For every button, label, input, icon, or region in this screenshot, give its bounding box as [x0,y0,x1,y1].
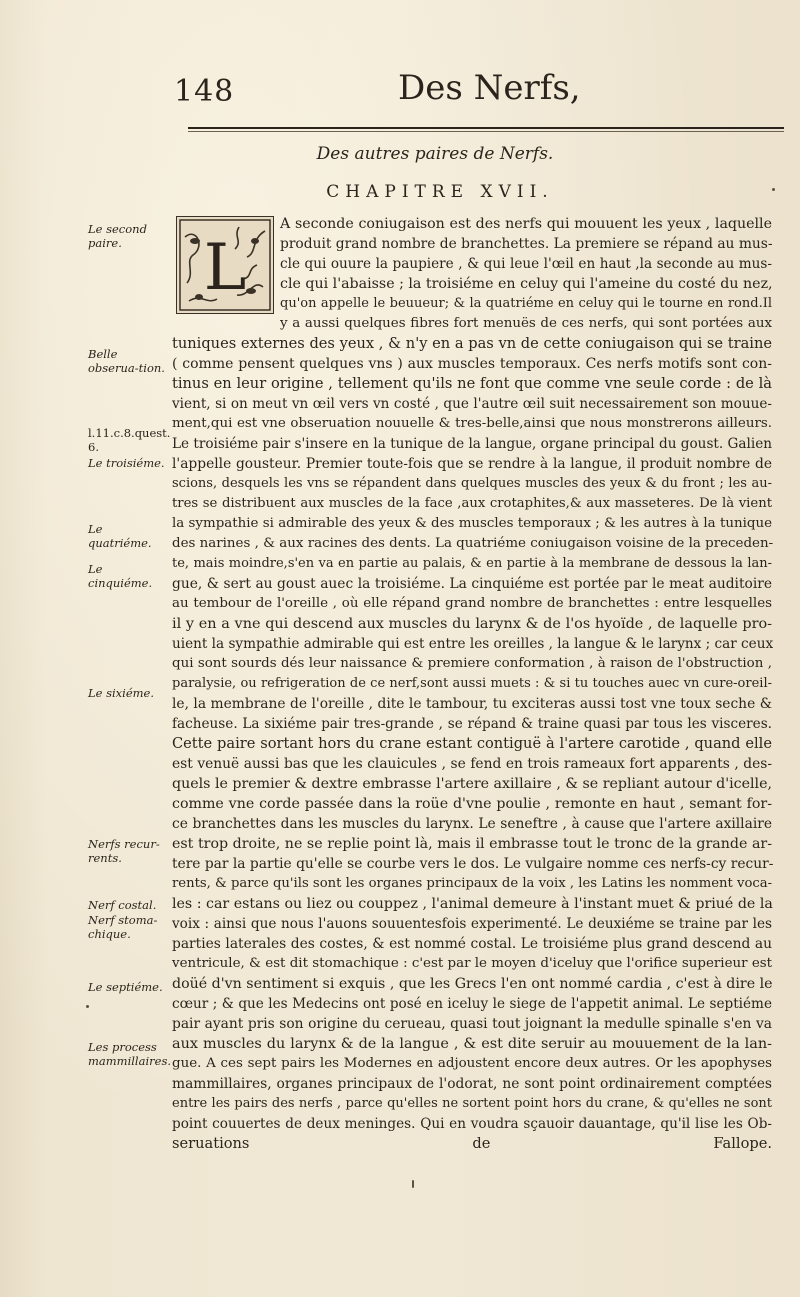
text-line: tres se distribuent aux muscles de la face ,aux crotaphites,& aux masseteres. De là vient [172,496,772,511]
text-line: facheuse. La sixiéme pair tres-grande , se répand & traine quasi par tous les visceres. [172,716,772,732]
text-line: parties laterales des costes, & est nommé costal. Le troisiéme plus grand descend au [172,936,772,952]
text-line: la sympathie si admirable des yeux & des muscles temporaux ; & les autres à la tunique [172,516,772,531]
text-line: qui sont sourds dés leur naissance & premiere conformation , à raison de l'obstruction , [172,656,772,671]
running-title: Des Nerfs, [398,68,581,108]
text-line: mammillaires, organes principaux de l'odorat, ne sont point ordinairement comptées [172,1076,772,1092]
text-line: quels le premier & dextre embrasse l'artere axillaire , & se repliant autour d'icelle, [172,776,772,792]
section-title: Des autres paires de Nerfs. [316,144,554,164]
text-line: tinus en leur origine , tellement qu'ils ne font que comme vne seule corde : de là [172,375,772,392]
ornamental-initial [176,216,274,314]
text-line: rents, & parce qu'ils sont les organes principaux de la voix , les Latins les nomment voca- [172,876,773,891]
text-line: gue. A ces sept pairs les Modernes en adjoustent encore deux autres. Or les apophyses [172,1056,772,1071]
marginal-note: Belle obserua-tion. [88,347,165,375]
text-line: ce branchettes dans les muscles du larynx. Le seneftre , à cause que l'artere axillaire [172,816,772,832]
text-line: doüé d'vn sentiment si exquis , que les Grecs l'en ont nommé cardia , c'est à dire le [172,976,773,992]
paper-speck [772,188,775,191]
text-line: comme vne corde passée dans la roüe d'vne poulie , remonte en haut , semant for- [172,796,772,812]
text-line: point couuertes de deux meninges. Qui en voudra sçauoir dauantage, qu'il lise les Ob- [172,1116,772,1132]
text-line: cle qui ouure la paupiere , & qui leue l'œil en haut ,la seconde au mus- [280,256,772,272]
paper-speck [412,1180,414,1188]
text-line: Le troisiéme pair s'insere en la tunique de la langue, organe principal du goust. Galien [172,436,772,452]
text-line: vient, si on meut vn œil vers vn costé , que l'autre œil suit necessairement son mouue- [172,396,772,412]
text-line: qu'on appelle le beuueur; & la quatriéme en celuy qui le tourne en rond.Il [280,296,772,311]
text-line: des narines , & aux racines des dents. La quatriéme coniugaison voisine de la preceden- [172,536,774,551]
marginal-note: Le septiéme. [88,980,163,994]
running-head [0,68,800,112]
text-line: pair ayant pris son origine du cerueau, quasi tout joignant la medulle spinalle s'en va [172,1016,772,1032]
text-line: seruations de Fallope. [172,1135,772,1152]
text-line: te, mais moindre,s'en va en partie au palais, & en partie à la membrane de dessous la lan- [172,556,772,571]
dropcap-letter: L [203,231,247,305]
text-line: est trop droite, ne se replie point là, mais il embrasse tout le tronc de la grande ar- [172,836,772,852]
text-line: l'appelle gousteur. Premier toute-fois que se rendre à la langue, il produit nombre de [172,456,772,472]
text-line: est venuë aussi bas que les clauicules , se fend en trois rameaux fort apparents , des- [172,756,772,772]
text-line: ment,qui est vne obseruation nouuelle & tres-belle,ainsi que nous monstrerons ailleurs. [172,416,772,431]
text-line [172,1154,772,1174]
text-line: Cette paire sortant hors du crane estant contiguë à l'artere carotide , quand elle [172,735,772,752]
marginal-note: Le cinquiéme. [88,562,153,590]
paper-speck [86,1005,89,1008]
text-line: tere par la partie qu'elle se courbe vers le dos. Le vulgaire nomme ces nerfs-cy recur- [172,856,774,872]
text-line: gue, & sert au goust auec la troisiéme. La cinquiéme est portée par le meat auditoire [172,576,772,592]
chapter-heading: CHAPITRE XVII. [326,182,554,202]
text-line: cle qui l'abaisse ; la troisiéme en celuy qui l'ameine du costé du nez, [280,276,773,292]
text-line: y a aussi quelques fibres fort menuës de ces nerfs, qui sont portées aux [280,316,772,331]
text-line: aux muscles du larynx & de la langue , & est dite seruir au mouuement de la lan- [172,1036,772,1052]
marginal-note: Le second paire. [88,222,147,250]
text-line: ( comme pensent quelques vns ) aux muscles temporaux. Ces nerfs motifs sont con- [172,356,772,372]
marginal-note: Le sixiéme. [88,686,155,700]
text-line: entre les pairs des nerfs , parce qu'elles ne sortent point hors du crane, & qu'elles ne sont [172,1096,772,1111]
marginal-note: l.11.c.8.quest. 6. [88,426,171,454]
ornament-foliage-icon [177,217,273,313]
text-line: cœur ; & que les Medecins ont posé en iceluy le siege de l'appetit animal. Le septiéme [172,996,772,1012]
marginal-note: Le troisiéme. [88,456,165,470]
text-line: A seconde coniugaison est des nerfs qui mouuent les yeux , laquelle [280,216,772,232]
page-number: 148 [174,74,235,109]
text-line: ventricule, & est dit stomachique : c'est par le moyen d'iceluy que l'orifice superieur est [172,956,772,971]
marginal-note: Nerf stoma-chique. [88,913,158,941]
text-line: uient la sympathie admirable qui est entre les oreilles , la langue & le larynx ; car ceux [172,636,774,652]
text-line: scions, desquels les vns se répandent dans quelques muscles des yeux & du front ; les au- [172,476,772,491]
text-line: il y en a vne qui descend aux muscles du larynx & de l'os hyoïde , de laquelle pro- [172,616,772,632]
marginal-note: Nerfs recur-rents. [88,837,160,865]
header-rule [188,127,784,129]
marginal-note: Nerf costal. [88,898,157,912]
marginal-note: Les process mammillaires. [88,1040,171,1068]
text-line: voix : ainsi que nous l'auons souuentesfois experimenté. Le deuxiéme se traine par les [172,916,772,932]
text-line: produit grand nombre de branchettes. La premiere se répand au mus- [280,236,773,252]
text-line: le, la membrane de l'oreille , dite le tambour, tu exciteras aussi tost vne toux seche & [172,696,772,712]
text-line: paralysie, ou refrigeration de ce nerf,sont aussi muets : & si tu touches auec vn cure-oreil- [172,676,772,691]
text-line: tuniques externes des yeux , & n'y en a pas vn de cette coniugaison qui se traine [172,335,772,352]
header-rule-thin [188,131,784,132]
text-line: au tembour de l'oreille , où elle répand grand nombre de branchettes : entre lesquelles [172,596,772,611]
text-line: les : car estans ou liez ou couppez , l'animal demeure à l'instant muet & priué de la [172,896,773,912]
marginal-note: Le quatriéme. [88,522,152,550]
